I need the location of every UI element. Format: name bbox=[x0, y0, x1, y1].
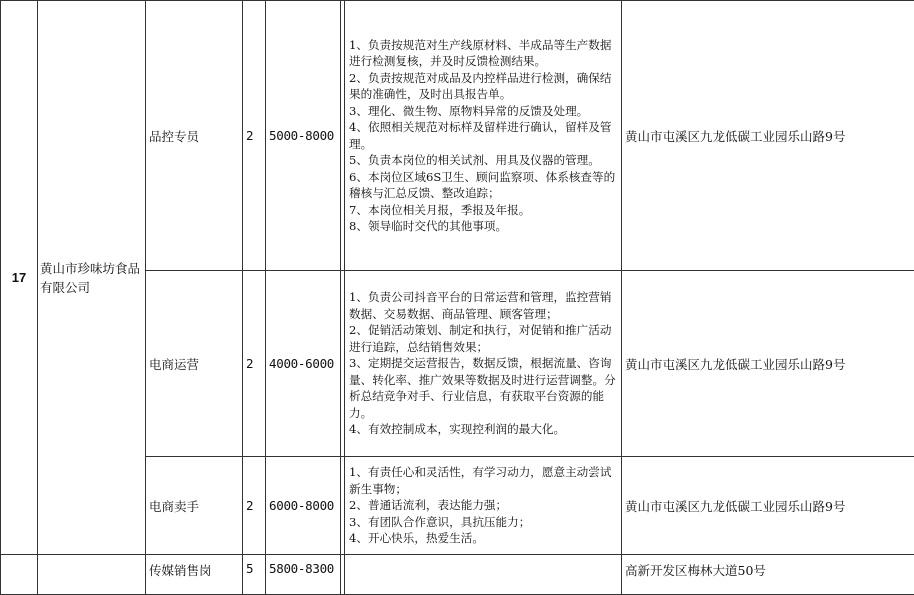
duty-line: 3、有团队合作意识，具抗压能力； bbox=[349, 514, 617, 531]
work-address: 黄山市屯溪区九龙低碳工业园乐山路9号 bbox=[622, 271, 914, 457]
duty-line: 4、依照相关规范对标样及留样进行确认，留样及管理。 bbox=[349, 119, 617, 152]
job-duties bbox=[345, 1, 622, 271]
duty-line: 2、普通话流利，表达能力强； bbox=[349, 497, 617, 514]
position-count: 2 bbox=[243, 457, 266, 555]
position-title: 品控专员 bbox=[146, 1, 243, 271]
duty-line: 2、促销活动策划、制定和执行，对促销和推广活动进行追踪，总结销售效果； bbox=[349, 322, 617, 355]
position-count: 5 bbox=[243, 555, 266, 595]
job-duties bbox=[345, 271, 622, 457]
work-address: 高新开发区梅林大道50号 bbox=[622, 555, 914, 595]
company-name: 黄山市珍味坊食品有限公司 bbox=[38, 1, 146, 555]
work-address: 黄山市屯溪区九龙低碳工业园乐山路9号 bbox=[622, 457, 914, 555]
duty-line: 3、理化、微生物、原物料异常的反馈及处理。 bbox=[349, 103, 617, 120]
table-row bbox=[1, 555, 914, 595]
position-title: 电商运营 bbox=[146, 271, 243, 457]
salary-range: 5800-8300 bbox=[266, 555, 341, 595]
position-title: 传媒销售岗 bbox=[146, 555, 243, 595]
salary-range: 4000-6000 bbox=[266, 271, 341, 457]
table-row bbox=[1, 1, 914, 271]
row-number: 17 bbox=[1, 1, 38, 555]
work-address: 黄山市屯溪区九龙低碳工业园乐山路9号 bbox=[622, 1, 914, 271]
position-title: 电商卖手 bbox=[146, 457, 243, 555]
position-count: 2 bbox=[243, 1, 266, 271]
salary-range: 5000-8000 bbox=[266, 1, 341, 271]
duty-line: 8、领导临时交代的其他事项。 bbox=[349, 218, 617, 235]
duty-line: 4、有效控制成本，实现控利润的最大化。 bbox=[349, 421, 617, 438]
job-duties bbox=[345, 457, 622, 555]
duty-line: 1、负责公司抖音平台的日常运营和管理，监控营销数据、交易数据、商品管理、顾客管理； bbox=[349, 289, 617, 322]
duty-line: 6、本岗位区域6S卫生、顾问监察项、体系核查等的稽核与汇总反馈、整改追踪； bbox=[349, 169, 617, 202]
duty-line: 2、负责按规范对成品及内控样品进行检测，确保结果的准确性，及时出具报告单。 bbox=[349, 70, 617, 103]
duty-line: 7、本岗位相关月报，季报及年报。 bbox=[349, 202, 617, 219]
row-number bbox=[1, 555, 38, 595]
company-name bbox=[38, 555, 146, 595]
duty-line: 1、负责按规范对生产线原材料、半成品等生产数据进行检测复核，并及时反馈检测结果。 bbox=[349, 37, 617, 70]
duty-line: 1、有责任心和灵活性，有学习动力，愿意主动尝试新生事物； bbox=[349, 464, 617, 497]
duty-line: 3、定期提交运营报告，数据反馈，根据流量、咨询量、转化率、推广效果等数据及时进行运营调整。分析总结竞争对手、行业信息，有获取平台资源的能力。 bbox=[349, 355, 617, 421]
duty-line: 5、负责本岗位的相关试剂、用具及仪器的管理。 bbox=[349, 152, 617, 169]
job-duties bbox=[345, 555, 622, 595]
salary-range: 6000-8000 bbox=[266, 457, 341, 555]
duty-line: 4、开心快乐，热爱生活。 bbox=[349, 530, 617, 547]
position-count: 2 bbox=[243, 271, 266, 457]
